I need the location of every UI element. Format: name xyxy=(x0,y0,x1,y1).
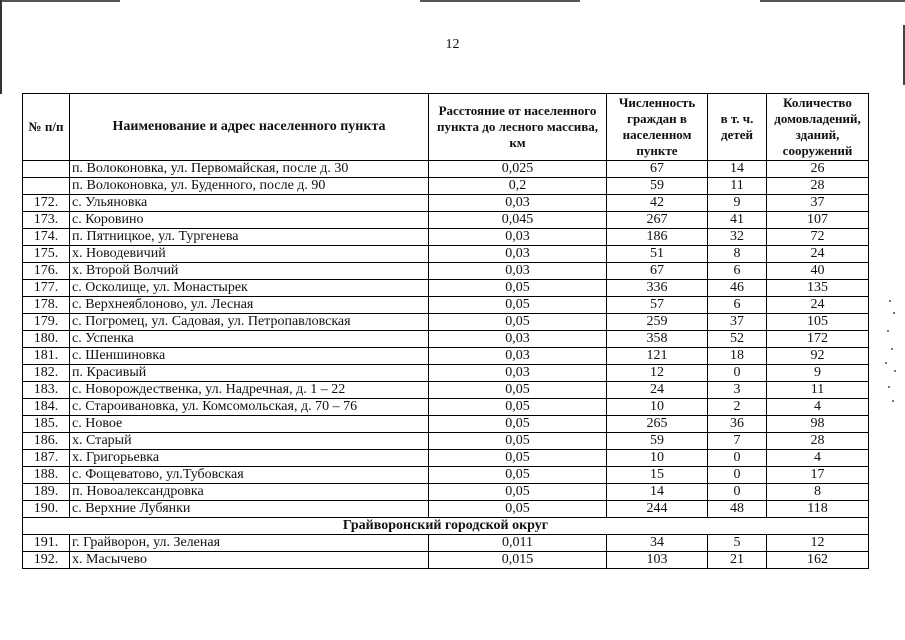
cell-population: 265 xyxy=(607,416,708,433)
cell-children: 0 xyxy=(708,450,767,467)
cell-distance: 0,03 xyxy=(429,263,607,280)
cell-name: п. Красивый xyxy=(70,365,429,382)
header-population: Численность граждан в населенном пункте xyxy=(607,94,708,161)
cell-name: п. Волоконовка, ул. Буденного, после д. 90 xyxy=(70,178,429,195)
table-row xyxy=(23,348,869,365)
cell-distance: 0,03 xyxy=(429,365,607,382)
table-row xyxy=(23,229,869,246)
cell-children: 14 xyxy=(708,161,767,178)
cell-population: 34 xyxy=(607,535,708,552)
cell-num: 176. xyxy=(23,263,70,280)
cell-children: 6 xyxy=(708,263,767,280)
cell-population: 15 xyxy=(607,467,708,484)
cell-population: 14 xyxy=(607,484,708,501)
cell-num: 186. xyxy=(23,433,70,450)
table-row xyxy=(23,552,869,569)
cell-name: с. Погромец, ул. Садовая, ул. Петропавловская xyxy=(70,314,429,331)
cell-name: с. Староивановка, ул. Комсомольская, д. 70 – 76 xyxy=(70,399,429,416)
table-row xyxy=(23,365,869,382)
cell-population: 12 xyxy=(607,365,708,382)
header-num: № п/п xyxy=(23,94,70,161)
scan-edge-top-left xyxy=(0,0,120,2)
cell-num: 182. xyxy=(23,365,70,382)
cell-name: х. Григорьевка xyxy=(70,450,429,467)
cell-num: 190. xyxy=(23,501,70,518)
scan-noise xyxy=(883,300,897,410)
cell-distance: 0,05 xyxy=(429,297,607,314)
cell-buildings: 26 xyxy=(767,161,869,178)
table-row xyxy=(23,314,869,331)
cell-distance: 0,05 xyxy=(429,399,607,416)
cell-num: 183. xyxy=(23,382,70,399)
cell-distance: 0,03 xyxy=(429,195,607,212)
cell-population: 244 xyxy=(607,501,708,518)
cell-population: 67 xyxy=(607,161,708,178)
cell-population: 103 xyxy=(607,552,708,569)
cell-buildings: 24 xyxy=(767,246,869,263)
cell-name: х. Масычево xyxy=(70,552,429,569)
cell-population: 186 xyxy=(607,229,708,246)
cell-name: п. Волоконовка, ул. Первомайская, после д. 30 xyxy=(70,161,429,178)
cell-distance: 0,05 xyxy=(429,484,607,501)
cell-buildings: 72 xyxy=(767,229,869,246)
cell-children: 9 xyxy=(708,195,767,212)
cell-num: 173. xyxy=(23,212,70,229)
cell-children: 0 xyxy=(708,365,767,382)
cell-name: с. Осколище, ул. Монастырек xyxy=(70,280,429,297)
cell-children: 3 xyxy=(708,382,767,399)
cell-num: 180. xyxy=(23,331,70,348)
cell-num: 187. xyxy=(23,450,70,467)
cell-population: 59 xyxy=(607,178,708,195)
cell-population: 10 xyxy=(607,450,708,467)
cell-buildings: 28 xyxy=(767,433,869,450)
cell-name: с. Успенка xyxy=(70,331,429,348)
cell-distance: 0,2 xyxy=(429,178,607,195)
table-row xyxy=(23,450,869,467)
cell-distance: 0,045 xyxy=(429,212,607,229)
cell-name: г. Грайворон, ул. Зеленая xyxy=(70,535,429,552)
header-name: Наименование и адрес населенного пункта xyxy=(70,94,429,161)
cell-name: с. Фощеватово, ул.Тубовская xyxy=(70,467,429,484)
cell-name: п. Пятницкое, ул. Тургенева xyxy=(70,229,429,246)
cell-buildings: 98 xyxy=(767,416,869,433)
cell-children: 21 xyxy=(708,552,767,569)
cell-num: 174. xyxy=(23,229,70,246)
cell-population: 51 xyxy=(607,246,708,263)
cell-name: с. Новое xyxy=(70,416,429,433)
cell-population: 267 xyxy=(607,212,708,229)
cell-population: 10 xyxy=(607,399,708,416)
cell-num: 175. xyxy=(23,246,70,263)
scan-edge-top-middle xyxy=(420,0,580,2)
table-row xyxy=(23,382,869,399)
table-row xyxy=(23,195,869,212)
cell-distance: 0,03 xyxy=(429,331,607,348)
table-row xyxy=(23,246,869,263)
cell-num: 192. xyxy=(23,552,70,569)
table-row xyxy=(23,331,869,348)
cell-children: 0 xyxy=(708,484,767,501)
cell-buildings: 17 xyxy=(767,467,869,484)
cell-children: 37 xyxy=(708,314,767,331)
cell-num: 172. xyxy=(23,195,70,212)
cell-children: 41 xyxy=(708,212,767,229)
table-row xyxy=(23,501,869,518)
cell-buildings: 4 xyxy=(767,450,869,467)
section-title: Грайворонский городской округ xyxy=(23,518,869,535)
cell-num: 191. xyxy=(23,535,70,552)
cell-name: х. Новодевичий xyxy=(70,246,429,263)
table-body xyxy=(23,161,869,569)
table-row xyxy=(23,212,869,229)
table-row xyxy=(23,263,869,280)
cell-children: 48 xyxy=(708,501,767,518)
cell-children: 6 xyxy=(708,297,767,314)
cell-children: 0 xyxy=(708,467,767,484)
cell-name: х. Второй Волчий xyxy=(70,263,429,280)
table-row xyxy=(23,280,869,297)
cell-population: 42 xyxy=(607,195,708,212)
cell-num: 188. xyxy=(23,467,70,484)
cell-buildings: 162 xyxy=(767,552,869,569)
cell-num: 181. xyxy=(23,348,70,365)
table-row xyxy=(23,399,869,416)
cell-distance: 0,05 xyxy=(429,280,607,297)
cell-children: 8 xyxy=(708,246,767,263)
table-row xyxy=(23,535,869,552)
cell-population: 24 xyxy=(607,382,708,399)
cell-distance: 0,011 xyxy=(429,535,607,552)
cell-population: 121 xyxy=(607,348,708,365)
cell-name: с. Новорождественка, ул. Надречная, д. 1 – 22 xyxy=(70,382,429,399)
cell-buildings: 107 xyxy=(767,212,869,229)
cell-children: 2 xyxy=(708,399,767,416)
cell-buildings: 24 xyxy=(767,297,869,314)
cell-buildings: 105 xyxy=(767,314,869,331)
cell-name: п. Новоалександровка xyxy=(70,484,429,501)
cell-population: 67 xyxy=(607,263,708,280)
cell-buildings: 12 xyxy=(767,535,869,552)
cell-distance: 0,05 xyxy=(429,382,607,399)
cell-children: 46 xyxy=(708,280,767,297)
cell-name: с. Верхнеяблоново, ул. Лесная xyxy=(70,297,429,314)
table-row xyxy=(23,297,869,314)
cell-children: 52 xyxy=(708,331,767,348)
table-row xyxy=(23,161,869,178)
scan-edge-top-right xyxy=(760,0,905,2)
cell-buildings: 8 xyxy=(767,484,869,501)
cell-name: х. Старый xyxy=(70,433,429,450)
cell-population: 259 xyxy=(607,314,708,331)
cell-population: 336 xyxy=(607,280,708,297)
cell-buildings: 40 xyxy=(767,263,869,280)
header-children: в т. ч. детей xyxy=(708,94,767,161)
cell-num: 178. xyxy=(23,297,70,314)
cell-num xyxy=(23,161,70,178)
cell-num: 185. xyxy=(23,416,70,433)
cell-population: 358 xyxy=(607,331,708,348)
cell-children: 32 xyxy=(708,229,767,246)
table-row xyxy=(23,484,869,501)
cell-children: 36 xyxy=(708,416,767,433)
cell-buildings: 172 xyxy=(767,331,869,348)
cell-distance: 0,05 xyxy=(429,450,607,467)
cell-num: 184. xyxy=(23,399,70,416)
cell-distance: 0,03 xyxy=(429,348,607,365)
header-distance: Расстояние от населенного пункта до лесного массива, км xyxy=(429,94,607,161)
table-row xyxy=(23,416,869,433)
cell-children: 5 xyxy=(708,535,767,552)
table-row xyxy=(23,178,869,195)
cell-population: 57 xyxy=(607,297,708,314)
page-number: 12 xyxy=(445,37,460,52)
cell-num: 179. xyxy=(23,314,70,331)
section-header-row xyxy=(23,518,869,535)
cell-name: с. Верхние Лубянки xyxy=(70,501,429,518)
cell-name: с. Ульяновка xyxy=(70,195,429,212)
cell-distance: 0,025 xyxy=(429,161,607,178)
cell-buildings: 4 xyxy=(767,399,869,416)
cell-name: с. Коровино xyxy=(70,212,429,229)
cell-distance: 0,05 xyxy=(429,501,607,518)
cell-children: 7 xyxy=(708,433,767,450)
cell-num: 189. xyxy=(23,484,70,501)
cell-buildings: 92 xyxy=(767,348,869,365)
cell-children: 11 xyxy=(708,178,767,195)
cell-num: 177. xyxy=(23,280,70,297)
cell-distance: 0,05 xyxy=(429,314,607,331)
cell-population: 59 xyxy=(607,433,708,450)
cell-distance: 0,05 xyxy=(429,467,607,484)
cell-buildings: 11 xyxy=(767,382,869,399)
cell-children: 18 xyxy=(708,348,767,365)
cell-name: с. Шеншиновка xyxy=(70,348,429,365)
settlements-table xyxy=(22,93,869,569)
cell-buildings: 9 xyxy=(767,365,869,382)
cell-buildings: 28 xyxy=(767,178,869,195)
header-buildings: Количество домовладений, зданий, сооружений xyxy=(767,94,869,161)
cell-distance: 0,03 xyxy=(429,229,607,246)
table-row xyxy=(23,433,869,450)
table-header-row xyxy=(23,94,869,161)
cell-buildings: 37 xyxy=(767,195,869,212)
cell-distance: 0,05 xyxy=(429,416,607,433)
cell-num xyxy=(23,178,70,195)
table-row xyxy=(23,467,869,484)
cell-buildings: 118 xyxy=(767,501,869,518)
cell-distance: 0,03 xyxy=(429,246,607,263)
cell-distance: 0,05 xyxy=(429,433,607,450)
cell-distance: 0,015 xyxy=(429,552,607,569)
cell-buildings: 135 xyxy=(767,280,869,297)
